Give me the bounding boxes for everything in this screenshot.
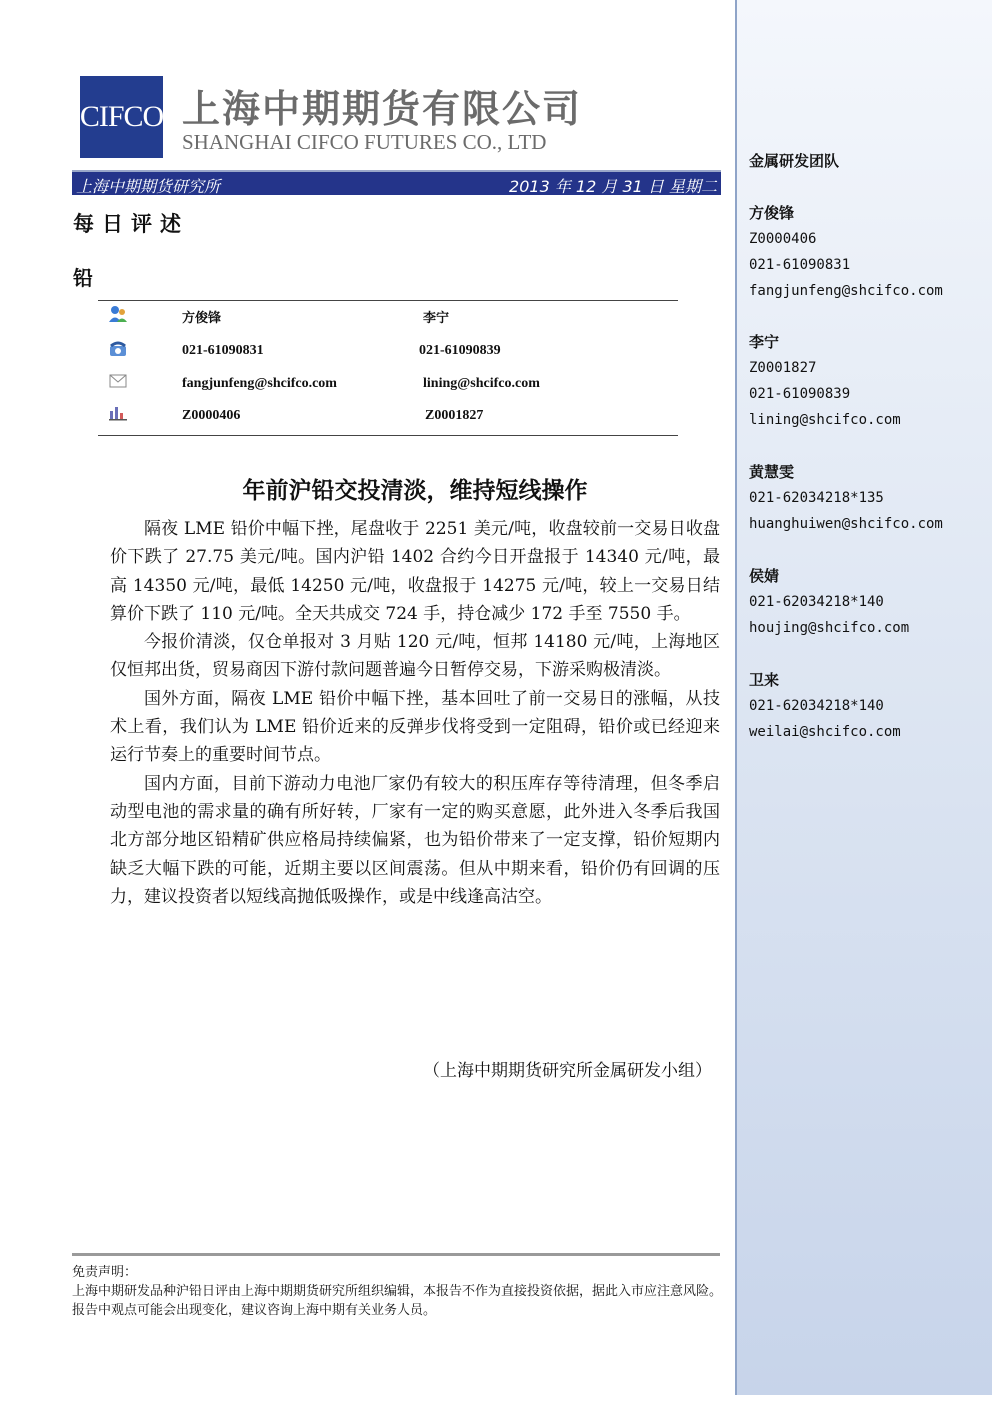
institute-name: 上海中期期货研究所 (76, 177, 221, 196)
company-name-cn: 上海中期期货有限公司 (182, 87, 583, 131)
contact-card (749, 667, 901, 745)
contact-license: Z0001827 (749, 360, 817, 376)
contact-phone: 021-61090831 (749, 257, 851, 273)
phone-icon (108, 340, 128, 358)
contact-email[interactable]: huanghuiwen@shcifco.com (749, 516, 943, 532)
contact-name: 黄慧雯 (749, 463, 795, 481)
analyst-email[interactable]: fangjunfeng@shcifco.com (182, 376, 337, 391)
contact-name: 侯婧 (749, 567, 780, 585)
contact-email[interactable]: lining@shcifco.com (749, 412, 901, 428)
article-paragraph: 国内方面，目前下游动力电池厂家仍有较大的积压库存等待清理，但冬季启动型电池的需求量的确有所好转，厂家有一定的购买意愿，此外进入冬季后我国北方部分地区铅精矿供应格局持续偏紧，也为铅价带来了一定支撑，铅价短期内缺乏大幅下跌的可能，近期主要以区间震荡。但从中期来看，铅价仍有回调的压力，建议投资者以短线高抛低吸操作，或是中线逢高沽空。 (110, 773, 720, 907)
contact-email[interactable]: houjing@shcifco.com (749, 620, 910, 636)
section-title: 每日评述 (73, 211, 189, 236)
article-headline: 年前沪铅交投清淡，维持短线操作 (242, 478, 588, 504)
analyst-phone: 021-61090839 (419, 343, 501, 358)
disclaimer-text: 上海中期研发品种沪铅日评由上海中期期货研究所组织编辑，本报告不作为直接投资依据，据此入市应注意风险。报告中观点可能会出现变化，建议咨询上海中期有关业务人员。 (72, 1284, 723, 1318)
company-name-en: SHANGHAI CIFCO FUTURES CO., LTD (182, 130, 547, 154)
article-paragraph: 隔夜 LME 铅价中幅下挫，尾盘收于 2251 美元/吨，收盘较前一交易日收盘价下跌了 27.75 美元/吨。国内沪铅 1402 合约今日开盘报于 14340 元/吨，最高 14350 元/吨，最低 14250 元/吨，收盘报于 14275 元/吨，较上一交易日结算价下跌了 110 元/吨。全天共成交 724 手，持仓减少 172 手至 7550 手。 (110, 519, 720, 624)
sidebar-title: 金属研发团队 (749, 152, 840, 170)
commodity-label: 铅 (73, 266, 93, 290)
contact-phone: 021-62034218*140 (749, 594, 884, 610)
contact-name: 李宁 (749, 333, 780, 351)
person-icon (108, 305, 128, 323)
analyst-name: 方俊锋 (182, 311, 222, 326)
contact-license: Z0000406 (749, 231, 817, 247)
contact-phone: 021-61090839 (749, 386, 851, 402)
contact-name: 方俊锋 (749, 204, 795, 222)
article-body (110, 515, 720, 911)
disclaimer (72, 1263, 722, 1320)
article-paragraph: 国外方面，隔夜 LME 铅价中幅下挫，基本回吐了前一交易日的涨幅，从技术上看，我们认为 LME 铅价近来的反弹步伐将受到一定阻碍，铅价或已经迎来运行节奏上的重要时间节点。 (110, 688, 720, 766)
company-logo: CIFCO (80, 76, 163, 158)
header-banner (72, 170, 721, 195)
contact-name: 卫来 (749, 671, 780, 689)
contact-email[interactable]: weilai@shcifco.com (749, 724, 901, 740)
report-date: 2013 年 12 月 31 日 星期二 (509, 177, 717, 196)
contact-email[interactable]: fangjunfeng@shcifco.com (749, 283, 943, 299)
contact-card (749, 459, 943, 537)
article-paragraph: 今报价清淡，仅仓单报对 3 月贴 120 元/吨，恒邦 14180 元/吨，上海地区仅恒邦出货，贸易商因下游付款问题普遍今日暂停交易，下游采购极清淡。 (110, 632, 720, 681)
analyst-info-table (98, 300, 678, 436)
analyst-email[interactable]: lining@shcifco.com (423, 376, 540, 391)
analyst-phone: 021-61090831 (182, 343, 264, 358)
analyst-license: Z0000406 (182, 408, 241, 423)
sidebar (735, 0, 992, 1395)
contact-phone: 021-62034218*135 (749, 490, 884, 506)
disclaimer-title: 免责声明： (72, 1265, 138, 1280)
license-icon (108, 403, 128, 421)
contact-card (749, 200, 943, 304)
mail-icon (108, 372, 128, 390)
contact-card (749, 329, 901, 433)
article-signature: （上海中期期货研究所金属研发小组） (423, 1061, 712, 1081)
analyst-name: 李宁 (423, 311, 450, 326)
analyst-license: Z0001827 (425, 408, 484, 423)
contact-phone: 021-62034218*140 (749, 698, 884, 714)
contact-card (749, 563, 909, 641)
footer-divider (72, 1253, 720, 1256)
